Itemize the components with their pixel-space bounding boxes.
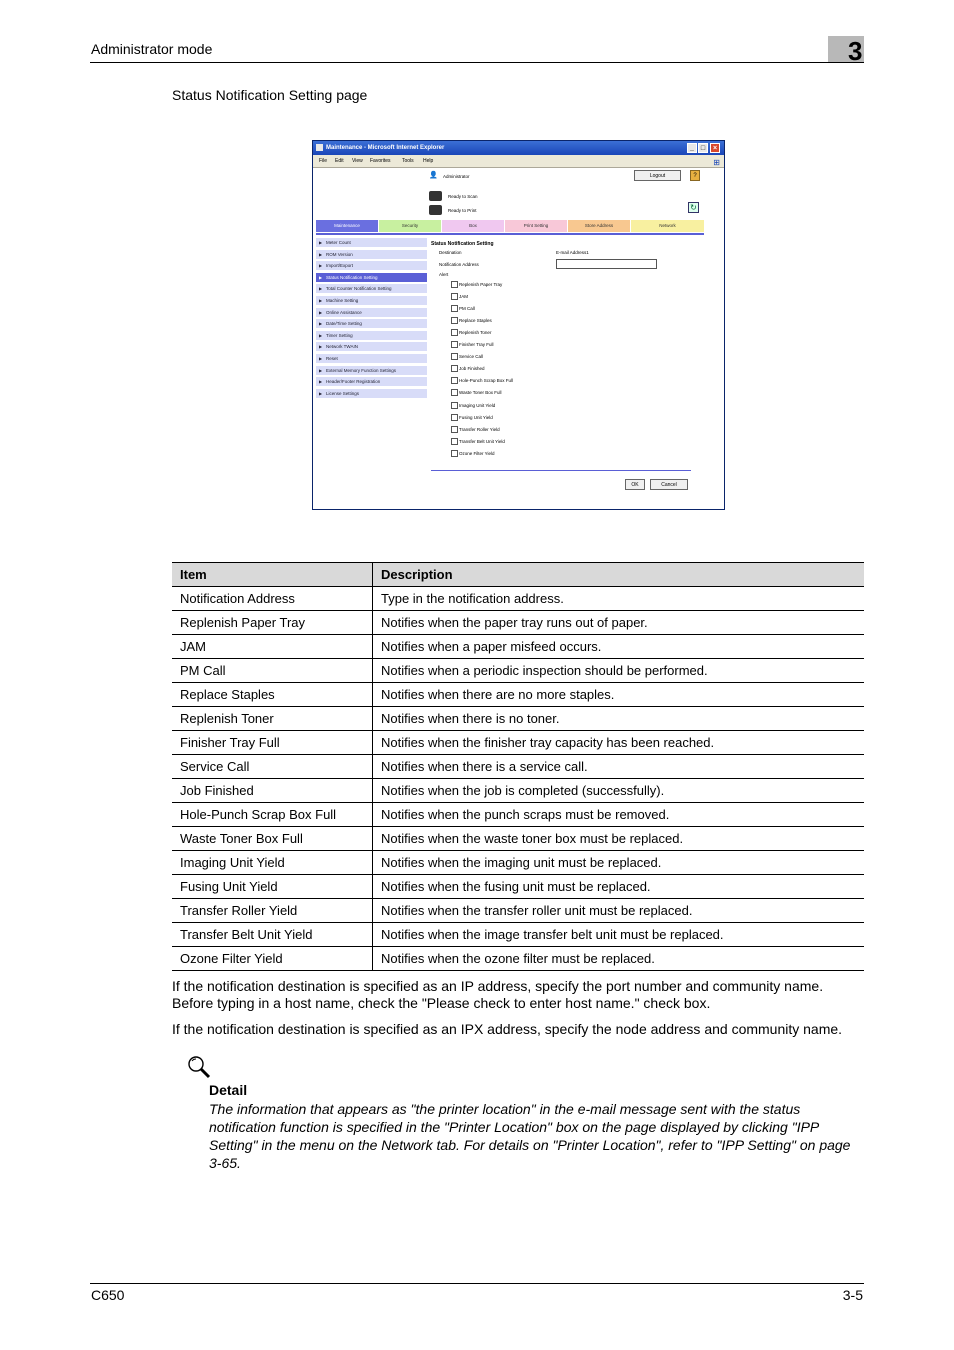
destination-value: E-mail Address1 <box>556 250 589 255</box>
window-title: Maintenance - Microsoft Internet Explorer <box>326 145 445 151</box>
arrow-right-icon: ▶ <box>319 286 323 292</box>
description-cell: Notifies when there is a service call. <box>373 755 865 779</box>
table-row <box>172 755 864 779</box>
arrow-right-icon: ▶ <box>319 390 323 396</box>
arrow-right-icon: ▶ <box>319 332 323 338</box>
maximize-icon[interactable]: □ <box>698 143 708 153</box>
detail-text: The information that appears as "the printer location" in the e-mail message sent with the status notification function is specified in the "Printer Location" box on the page displayed by clicking "IPP Setting" in the menu on the Network tab. For details on "Printer Location", refer to "IPP Setting" on page 3-65. <box>209 1101 851 1171</box>
arrow-right-icon: ▶ <box>319 356 323 361</box>
ipx-address-note: If the notification destination is specified as an IPX address, specify the node address and community name. <box>172 1021 843 1037</box>
help-icon[interactable]: ? <box>690 170 700 181</box>
sidebar-item[interactable] <box>316 308 427 318</box>
table-row <box>172 779 864 803</box>
table-row <box>172 851 864 875</box>
arrow-right-icon: ▶ <box>319 298 323 303</box>
alert-checkbox[interactable] <box>451 341 458 348</box>
sidebar-item-label: Online Assistance <box>326 309 362 315</box>
tab-store-address[interactable]: Store Address <box>568 220 630 232</box>
sidebar-item[interactable] <box>316 366 427 376</box>
printer-icon <box>429 205 442 215</box>
destination-label: Destination <box>439 250 462 255</box>
alert-label: Replace Staples <box>459 318 492 324</box>
alert-checkbox[interactable] <box>451 317 458 324</box>
sidebar-item-label: License Settings <box>326 390 360 396</box>
alert-label: Transfer Belt Unit Yield <box>459 438 505 444</box>
description-cell: Notifies when a periodic inspection should be performed. <box>373 659 865 683</box>
table-row <box>172 635 864 659</box>
description-cell: Notifies when the image transfer belt unit must be replaced. <box>373 923 865 947</box>
arrow-right-icon: ▶ <box>319 251 323 257</box>
sidebar-item[interactable] <box>316 342 427 352</box>
alert-checkbox[interactable] <box>451 402 458 409</box>
alert-label: Fusing Unit Yield <box>459 414 493 420</box>
sidebar-item[interactable] <box>316 377 427 387</box>
item-cell: Transfer Belt Unit Yield <box>172 923 373 947</box>
windows-logo-icon: ⊞ <box>713 158 720 167</box>
alert-checkbox[interactable] <box>451 365 458 372</box>
arrow-right-icon: ▶ <box>319 367 323 373</box>
description-cell: Notifies when the imaging unit must be replaced. <box>373 851 865 875</box>
print-status: Ready to Print <box>448 208 477 213</box>
sidebar-item[interactable] <box>316 389 427 399</box>
item-cell: Waste Toner Box Full <box>172 827 373 851</box>
alert-label: Ozone Filter Yield <box>459 450 495 456</box>
table-row <box>172 707 864 731</box>
footer-page-number: 3-5 <box>842 1287 863 1303</box>
alert-label: Alert <box>439 272 449 277</box>
notification-address-input[interactable] <box>556 259 657 269</box>
description-cell: Notifies when there are no more staples. <box>373 683 865 707</box>
sidebar-item-label: Meter Count <box>326 240 351 245</box>
alert-checkbox[interactable] <box>451 414 458 421</box>
alert-label: PM Call <box>459 306 475 312</box>
sidebar-item-label: Status Notification Setting <box>326 274 378 280</box>
alert-label: Finisher Tray Full <box>459 342 494 348</box>
close-icon[interactable]: × <box>710 143 720 153</box>
description-cell: Notifies when the paper tray runs out of paper. <box>373 611 865 635</box>
description-cell: Notifies when the waste toner box must be replaced. <box>373 827 865 851</box>
scanner-icon <box>429 191 442 201</box>
detail-heading: Detail <box>209 1082 248 1098</box>
page-body <box>313 168 724 509</box>
running-header: Administrator mode <box>91 41 213 57</box>
description-cell: Notifies when there is no toner. <box>373 707 865 731</box>
item-cell: Service Call <box>172 755 373 779</box>
window-titlebar <box>313 141 724 155</box>
scan-status: Ready to Scan <box>448 194 478 199</box>
cancel-button[interactable]: Cancel <box>650 479 688 490</box>
table-header-row <box>172 563 864 587</box>
item-cell: Imaging Unit Yield <box>172 851 373 875</box>
menu-tools[interactable]: Tools <box>402 158 414 164</box>
sidebar-item[interactable] <box>316 273 427 283</box>
item-cell: Replace Staples <box>172 683 373 707</box>
sidebar-item[interactable] <box>316 331 427 341</box>
item-cell: Fusing Unit Yield <box>172 875 373 899</box>
sidebar-item-label: Machine Setting <box>326 298 359 303</box>
sidebar-item-label: Timer Setting <box>326 332 353 338</box>
table-row <box>172 923 864 947</box>
alert-label: Job Finished <box>459 366 485 372</box>
alert-checkbox[interactable] <box>451 293 458 300</box>
item-cell: Replenish Toner <box>172 707 373 731</box>
alert-checkbox[interactable] <box>451 281 458 288</box>
arrow-right-icon: ▶ <box>319 321 323 327</box>
tab-bar <box>316 220 704 233</box>
alert-label: Service Call <box>459 354 484 360</box>
table-body <box>172 587 864 971</box>
ip-address-note: If the notification destination is specified as an IP address, specify the port number and community name. Before typing in a host name, check the "Please check to enter host name." check box. <box>172 978 824 1011</box>
section-title: Status Notification Setting page <box>172 87 368 103</box>
description-cell: Notifies when the punch scraps must be removed. <box>373 803 865 827</box>
alert-label: Hole-Punch Scrap Box Full <box>459 378 514 384</box>
item-cell: Job Finished <box>172 779 373 803</box>
alert-checkbox[interactable] <box>451 329 458 336</box>
description-cell: Notifies when a paper misfeed occurs. <box>373 635 865 659</box>
alert-label: Replenish Toner <box>459 330 492 336</box>
description-cell: Notifies when the finisher tray capacity has been reached. <box>373 731 865 755</box>
description-cell: Type in the notification address. <box>373 587 865 611</box>
logout-button[interactable]: Logout <box>634 170 681 181</box>
browser-screenshot <box>312 140 725 510</box>
menu-favorites[interactable]: Favorites <box>370 158 391 164</box>
alert-checkbox[interactable] <box>451 438 458 445</box>
sidebar-item-label: External Memory Function Settings <box>326 367 397 373</box>
item-cell: Ozone Filter Yield <box>172 947 373 971</box>
tab-maintenance[interactable]: Maintenance <box>316 220 378 232</box>
refresh-icon[interactable]: ↻ <box>688 202 699 213</box>
description-cell: Notifies when the transfer roller unit must be replaced. <box>373 899 865 923</box>
table-row <box>172 587 864 611</box>
sidebar-item-label: Network TWAIN <box>326 344 359 350</box>
alert-checkbox[interactable] <box>451 353 458 360</box>
sidebar-item[interactable] <box>316 284 427 294</box>
user-icon: 👤 <box>429 172 438 179</box>
footer-rule <box>90 1283 864 1284</box>
panel-title: Status Notification Setting <box>431 241 494 247</box>
alert-checkbox[interactable] <box>451 450 458 457</box>
header-item: Item <box>172 563 373 587</box>
table-row <box>172 947 864 971</box>
tab-security[interactable]: Security <box>379 220 441 232</box>
description-cell: Notifies when the job is completed (successfully). <box>373 779 865 803</box>
arrow-right-icon: ▶ <box>319 379 323 385</box>
sidebar-item[interactable] <box>316 354 427 364</box>
item-cell: Hole-Punch Scrap Box Full <box>172 803 373 827</box>
menu-edit[interactable]: Edit <box>335 158 344 164</box>
menu-file[interactable]: File <box>319 158 328 164</box>
sidebar-item[interactable] <box>316 319 427 329</box>
arrow-right-icon: ▶ <box>319 240 323 245</box>
arrow-right-icon: ▶ <box>319 274 323 280</box>
sidebar-item-label: ROM Version <box>326 251 353 257</box>
description-cell: Notifies when the ozone filter must be replaced. <box>373 947 865 971</box>
sidebar-item[interactable] <box>316 250 427 260</box>
table-row <box>172 611 864 635</box>
tab-print-setting[interactable]: Print Setting <box>505 220 567 232</box>
menu-help[interactable]: Help <box>423 158 434 164</box>
sidebar-item[interactable] <box>316 261 427 271</box>
alert-label: Waste Toner Box Full <box>459 390 502 396</box>
footer-model: C650 <box>91 1287 125 1303</box>
table-row <box>172 731 864 755</box>
alert-checkbox[interactable] <box>451 305 458 312</box>
menu-view[interactable]: View <box>352 158 363 164</box>
chapter-number: 3 <box>848 36 863 66</box>
sidebar-item-label: Date/Time Setting <box>326 321 362 327</box>
alert-label: Imaging Unit Yield <box>459 402 496 408</box>
sidebar-item-label: Total Counter Notification Setting <box>326 286 392 292</box>
table-row <box>172 683 864 707</box>
sidebar-item[interactable] <box>316 238 427 248</box>
notification-address-label: Notification Address <box>439 262 479 267</box>
alert-checkbox[interactable] <box>451 389 458 396</box>
item-cell: Transfer Roller Yield <box>172 899 373 923</box>
table-row <box>172 875 864 899</box>
sidebar-item-label: Reset <box>326 356 338 361</box>
ie-window-icon <box>316 144 323 151</box>
magnifier-icon <box>186 1054 212 1080</box>
alert-label: Replenish Paper Tray <box>459 282 503 287</box>
item-cell: JAM <box>172 635 373 659</box>
alert-label: JAM <box>459 294 468 300</box>
item-cell: Replenish Paper Tray <box>172 611 373 635</box>
item-cell: PM Call <box>172 659 373 683</box>
panel-divider <box>431 470 691 471</box>
menu-bar <box>313 155 724 168</box>
tab-box[interactable]: Box <box>442 220 504 232</box>
table-row <box>172 827 864 851</box>
sidebar-item-label: Header/Footer Registration <box>326 379 381 385</box>
sidebar-item-label: Import/Export <box>326 263 354 269</box>
user-label: Administrator <box>443 174 470 179</box>
item-cell: Notification Address <box>172 587 373 611</box>
alert-checkbox[interactable] <box>451 377 458 384</box>
tab-underline <box>316 233 704 235</box>
alert-checkbox[interactable] <box>451 426 458 433</box>
minimize-icon[interactable]: _ <box>687 143 697 153</box>
ok-button[interactable]: OK <box>625 479 645 490</box>
arrow-right-icon: ▶ <box>319 263 323 269</box>
arrow-right-icon: ▶ <box>319 309 323 315</box>
header-rule <box>90 62 864 63</box>
alert-label: Transfer Roller Yield <box>459 426 500 432</box>
table-row <box>172 803 864 827</box>
tab-network[interactable]: Network <box>631 220 704 232</box>
settings-table <box>172 562 864 971</box>
header-description: Description <box>373 563 865 587</box>
table-row <box>172 899 864 923</box>
arrow-right-icon: ▶ <box>319 344 323 350</box>
description-cell: Notifies when the fusing unit must be replaced. <box>373 875 865 899</box>
table-row <box>172 659 864 683</box>
item-cell: Finisher Tray Full <box>172 731 373 755</box>
sidebar-item[interactable] <box>316 296 427 306</box>
